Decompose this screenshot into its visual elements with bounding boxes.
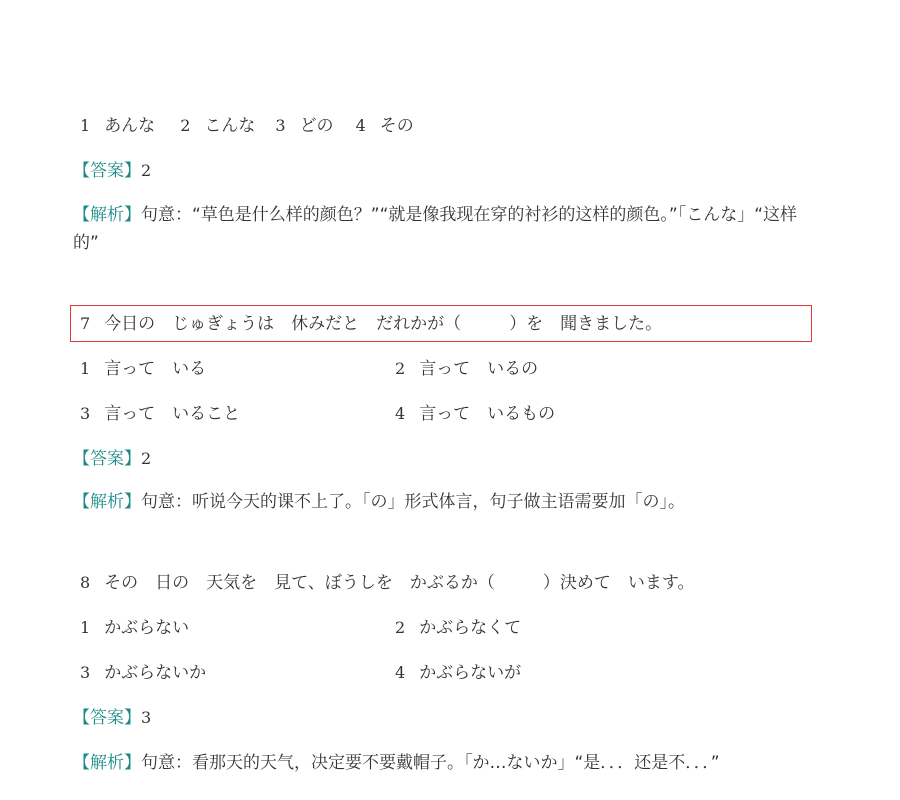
q6-option-1-number: 1 <box>80 116 91 135</box>
q6-analysis <box>73 201 803 257</box>
q7-question-before: 今日の じゅぎょうは 休みだと だれかが（ <box>104 314 462 334</box>
q7-analysis-text: 句意：听说今天的课不上了。「の」形式体言，句子做主语需要加「の」。 <box>141 492 685 512</box>
q6-option-1-text: あんな <box>104 116 156 136</box>
q7-answer-value: 2 <box>141 449 152 468</box>
q8-analysis-text: 句意：看那天的天气，决定要不要戴帽子。「か…ないか」“是．．．还是不．．．” <box>141 753 720 773</box>
q7-question <box>80 314 662 334</box>
q7-options-row-2 <box>80 404 820 424</box>
q8-option-1-number: 1 <box>80 618 91 637</box>
q7-option-2-number: 2 <box>395 359 406 378</box>
q8-option-3-number: 3 <box>80 663 91 682</box>
q8-option-4-text: かぶらないが <box>419 663 522 683</box>
q8-options-row-1 <box>80 618 820 638</box>
q7-option-2-text: 言って いるの <box>419 359 539 379</box>
q8-answer-tag: 【答案】 <box>73 708 141 728</box>
q7-options-row-1 <box>80 359 820 379</box>
q7-number: 7 <box>80 314 91 333</box>
q8-option-2-number: 2 <box>395 618 406 637</box>
q8-option-1-text: かぶらない <box>104 618 190 638</box>
q7-option-4-text: 言って いるもの <box>419 404 556 424</box>
q7-option-3-text: 言って いること <box>104 404 241 424</box>
q8-analysis <box>73 749 803 777</box>
q6-option-3-number: 3 <box>275 116 286 135</box>
q6-option-2-number: 2 <box>180 116 191 135</box>
q6-option-3-text: どの <box>299 116 334 136</box>
q7-question-after: ）を 聞きました。 <box>509 314 663 334</box>
q6-option-4-number: 4 <box>355 116 366 135</box>
q6-analysis-text: 句意：“草色是什么样的颜色？”“就是像我现在穿的衬衫的这样的颜色。”「こんな」“这样的” <box>73 205 798 253</box>
q6-option-2-text: こんな <box>204 116 256 136</box>
q6-answer-tag: 【答案】 <box>73 161 141 181</box>
q8-options-row-2 <box>80 663 820 683</box>
q7-option-1-text: 言って いる <box>104 359 207 379</box>
q7-option-1-number: 1 <box>80 359 91 378</box>
q8-option-3-text: かぶらないか <box>104 663 207 683</box>
q6-analysis-tag: 【解析】 <box>73 205 141 225</box>
q7-option-3-number: 3 <box>80 404 91 423</box>
q8-question <box>80 573 695 593</box>
q8-answer <box>73 708 151 728</box>
q8-question-before: その 日の 天気を 見て、ぼうしを かぶるか（ <box>104 573 495 593</box>
q6-answer-value: 2 <box>141 161 152 180</box>
q6-answer <box>73 161 151 181</box>
q7-analysis-tag: 【解析】 <box>73 492 141 512</box>
q8-question-after: ）決めて います。 <box>542 573 695 593</box>
q7-analysis <box>73 492 685 512</box>
q8-answer-value: 3 <box>141 708 152 727</box>
q7-answer-tag: 【答案】 <box>73 449 141 469</box>
q7-option-4-number: 4 <box>395 404 406 423</box>
q8-analysis-tag: 【解析】 <box>73 753 141 773</box>
q8-option-4-number: 4 <box>395 663 406 682</box>
q6-options-line <box>80 116 414 136</box>
q8-number: 8 <box>80 573 91 592</box>
q6-option-4-text: その <box>379 116 414 136</box>
q8-option-2-text: かぶらなくて <box>419 618 522 638</box>
q7-answer <box>73 449 151 469</box>
